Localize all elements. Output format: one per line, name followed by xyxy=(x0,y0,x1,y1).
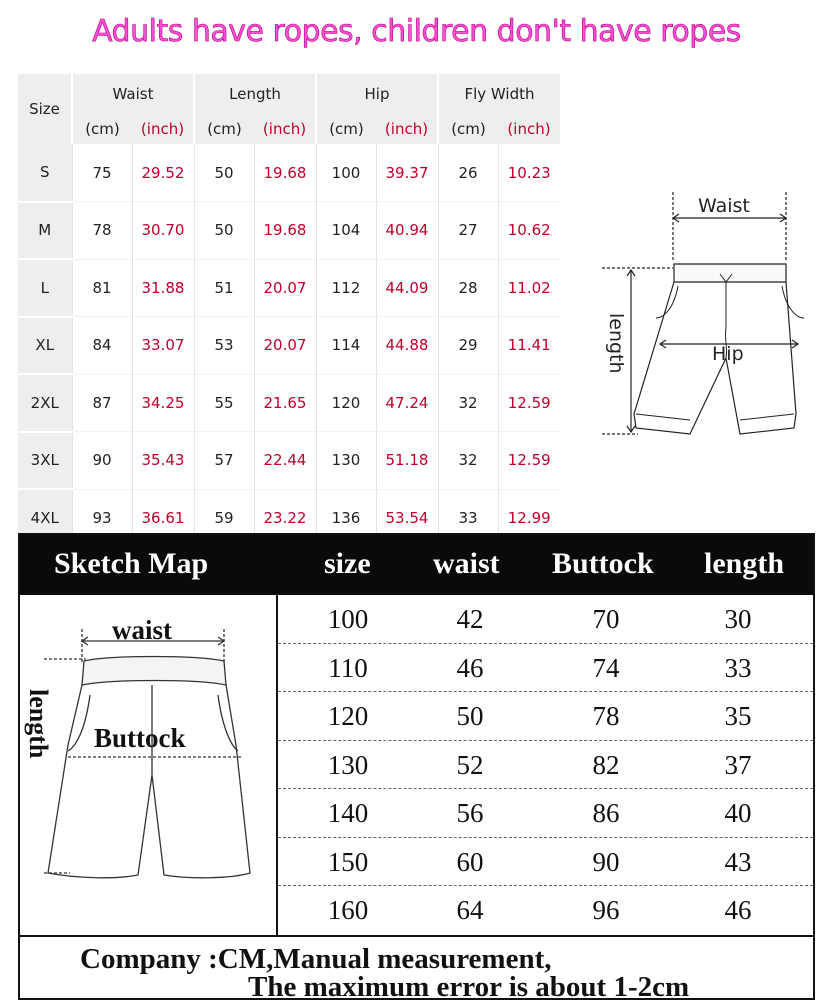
length-cm-cell: 50 xyxy=(194,144,254,202)
kids-waist-cell: 60 xyxy=(456,846,484,877)
kids-length-cell: 33 xyxy=(724,652,752,683)
length-in-cell: 22.44 xyxy=(254,432,316,490)
kids-length-cell: 37 xyxy=(724,749,752,780)
hip-cm-cell: 112 xyxy=(316,259,376,317)
length-cm-cell: 59 xyxy=(194,489,254,547)
kids-table-row xyxy=(278,644,813,693)
kids-buttock-cell: 70 xyxy=(592,604,620,634)
banner-title: Adults have ropes, children don't have ropes xyxy=(92,14,741,49)
waist-header: Waist xyxy=(72,74,194,114)
hip-in-cell: 39.37 xyxy=(376,144,438,202)
kids-table-footer xyxy=(20,935,813,998)
hip-cm-cell: 100 xyxy=(316,144,376,202)
fly-in-cell: 12.59 xyxy=(498,432,560,490)
kids-table-row xyxy=(278,838,813,887)
kids-buttock-cell: 90 xyxy=(592,846,620,877)
waist-in-cell: 33.07 xyxy=(132,317,194,375)
size-cell: 2XL xyxy=(18,374,72,432)
waist-cm-cell: 84 xyxy=(72,317,132,375)
fly-cm-cell: 33 xyxy=(438,489,498,547)
kids-diagram-length-label: length xyxy=(24,689,53,759)
fly-cm-cell: 29 xyxy=(438,317,498,375)
hip-in-cell: 51.18 xyxy=(376,432,438,490)
unit-inch: (inch) xyxy=(132,114,194,144)
hip-cm-cell: 136 xyxy=(316,489,376,547)
length-in-cell: 21.65 xyxy=(254,374,316,432)
fly-in-cell: 11.02 xyxy=(498,259,560,317)
waist-cm-cell: 81 xyxy=(72,259,132,317)
waist-cm-cell: 90 xyxy=(72,432,132,490)
diagram-hip-label: Hip xyxy=(712,343,744,365)
kids-length-cell: 46 xyxy=(724,895,752,925)
fly-in-cell: 10.23 xyxy=(498,144,560,202)
kids-table-row xyxy=(278,692,813,741)
hip-in-cell: 47.24 xyxy=(376,374,438,432)
kids-table-header xyxy=(20,535,813,595)
hip-in-cell: 40.94 xyxy=(376,202,438,260)
kids-data-rows xyxy=(278,595,813,935)
waist-cm-cell: 78 xyxy=(72,202,132,260)
kids-length-cell: 40 xyxy=(724,798,752,828)
hip-cm-cell: 130 xyxy=(316,432,376,490)
length-in-cell: 19.68 xyxy=(254,202,316,260)
waist-in-cell: 30.70 xyxy=(132,202,194,260)
kids-size-cell: 130 xyxy=(327,749,369,780)
kids-diagram-waist-label: waist xyxy=(112,615,172,645)
kids-waist-cell: 52 xyxy=(456,749,484,780)
diagram-length-label: length xyxy=(605,313,627,374)
kids-buttock-cell: 74 xyxy=(592,652,620,683)
hip-in-cell: 53.54 xyxy=(376,489,438,547)
waist-in-cell: 29.52 xyxy=(132,144,194,202)
kids-length-cell: 30 xyxy=(724,604,752,634)
kids-waist-cell: 46 xyxy=(456,652,484,683)
kids-length-cell: 35 xyxy=(724,701,752,731)
kids-size-cell: 120 xyxy=(327,701,369,731)
kids-shorts-diagram xyxy=(20,595,276,935)
kids-table-row xyxy=(278,789,813,838)
hip-header: Hip xyxy=(316,74,438,114)
kids-size-cell: 150 xyxy=(327,846,369,877)
size-cell: 3XL xyxy=(18,432,72,490)
size-cell: 4XL xyxy=(18,489,72,547)
unit-cm: (cm) xyxy=(194,114,254,144)
adult-size-table xyxy=(18,74,560,548)
fly-in-cell: 12.99 xyxy=(498,489,560,547)
fly-cm-cell: 28 xyxy=(438,259,498,317)
kids-length-cell: 43 xyxy=(724,846,752,877)
waist-in-cell: 34.25 xyxy=(132,374,194,432)
kids-sketch-map xyxy=(20,595,278,935)
size-cell: S xyxy=(18,144,72,202)
diagram-waist-label: Waist xyxy=(698,195,750,217)
length-header: Length xyxy=(194,74,316,114)
hip-in-cell: 44.09 xyxy=(376,259,438,317)
header-size: size xyxy=(324,547,371,580)
footer-line-2: The maximum error is about 1-2cm xyxy=(248,971,690,1000)
length-cm-cell: 53 xyxy=(194,317,254,375)
size-header: Size xyxy=(18,74,72,144)
waist-in-cell: 36.61 xyxy=(132,489,194,547)
fly-cm-cell: 26 xyxy=(438,144,498,202)
length-in-cell: 20.07 xyxy=(254,259,316,317)
fly-cm-cell: 27 xyxy=(438,202,498,260)
kids-buttock-cell: 96 xyxy=(592,895,620,925)
size-cell: M xyxy=(18,202,72,260)
adult-table-row xyxy=(18,374,560,432)
hip-cm-cell: 120 xyxy=(316,374,376,432)
adult-table-row xyxy=(18,317,560,375)
kids-waist-cell: 50 xyxy=(456,701,484,731)
size-cell: L xyxy=(18,259,72,317)
length-cm-cell: 50 xyxy=(194,202,254,260)
fly-in-cell: 12.59 xyxy=(498,374,560,432)
fly-in-cell: 11.41 xyxy=(498,317,560,375)
unit-cm: (cm) xyxy=(72,114,132,144)
fly-in-cell: 10.62 xyxy=(498,202,560,260)
footer-line-1: Company :CM,Manual measurement, xyxy=(80,943,552,975)
adult-table-row xyxy=(18,202,560,260)
adult-shorts-diagram xyxy=(598,178,813,448)
fly-cm-cell: 32 xyxy=(438,374,498,432)
kids-buttock-cell: 82 xyxy=(592,749,620,780)
fly-width-header: Fly Width xyxy=(438,74,560,114)
header-buttock: Buttock xyxy=(552,547,654,580)
kids-table-row xyxy=(278,595,813,644)
waist-cm-cell: 75 xyxy=(72,144,132,202)
kids-size-cell: 140 xyxy=(327,798,369,828)
kids-waist-cell: 64 xyxy=(456,895,484,925)
unit-inch: (inch) xyxy=(498,114,560,144)
kids-buttock-cell: 86 xyxy=(592,798,620,828)
unit-inch: (inch) xyxy=(254,114,316,144)
waist-in-cell: 35.43 xyxy=(132,432,194,490)
unit-cm: (cm) xyxy=(438,114,498,144)
hip-cm-cell: 114 xyxy=(316,317,376,375)
adult-table-row xyxy=(18,432,560,490)
kids-waist-cell: 56 xyxy=(456,798,484,828)
adult-table-row xyxy=(18,144,560,202)
waist-cm-cell: 93 xyxy=(72,489,132,547)
length-cm-cell: 55 xyxy=(194,374,254,432)
header-waist: waist xyxy=(433,547,500,580)
adult-table-row xyxy=(18,259,560,317)
kids-table-row xyxy=(278,741,813,790)
length-in-cell: 20.07 xyxy=(254,317,316,375)
size-cell: XL xyxy=(18,317,72,375)
length-in-cell: 23.22 xyxy=(254,489,316,547)
kids-waist-cell: 42 xyxy=(456,604,484,634)
kids-size-table xyxy=(18,533,815,1000)
fly-cm-cell: 32 xyxy=(438,432,498,490)
unit-cm: (cm) xyxy=(316,114,376,144)
length-cm-cell: 57 xyxy=(194,432,254,490)
header-sketch-map: Sketch Map xyxy=(54,547,209,580)
waist-cm-cell: 87 xyxy=(72,374,132,432)
unit-inch: (inch) xyxy=(376,114,438,144)
kids-table-row xyxy=(278,886,813,935)
kids-size-cell: 110 xyxy=(328,652,368,683)
length-cm-cell: 51 xyxy=(194,259,254,317)
kids-size-cell: 100 xyxy=(327,604,369,634)
waist-in-cell: 31.88 xyxy=(132,259,194,317)
kids-diagram-buttock-label: Buttock xyxy=(94,723,186,753)
hip-cm-cell: 104 xyxy=(316,202,376,260)
header-length: length xyxy=(704,547,785,580)
kids-buttock-cell: 78 xyxy=(592,701,620,731)
hip-in-cell: 44.88 xyxy=(376,317,438,375)
kids-size-cell: 160 xyxy=(327,895,369,925)
length-in-cell: 19.68 xyxy=(254,144,316,202)
